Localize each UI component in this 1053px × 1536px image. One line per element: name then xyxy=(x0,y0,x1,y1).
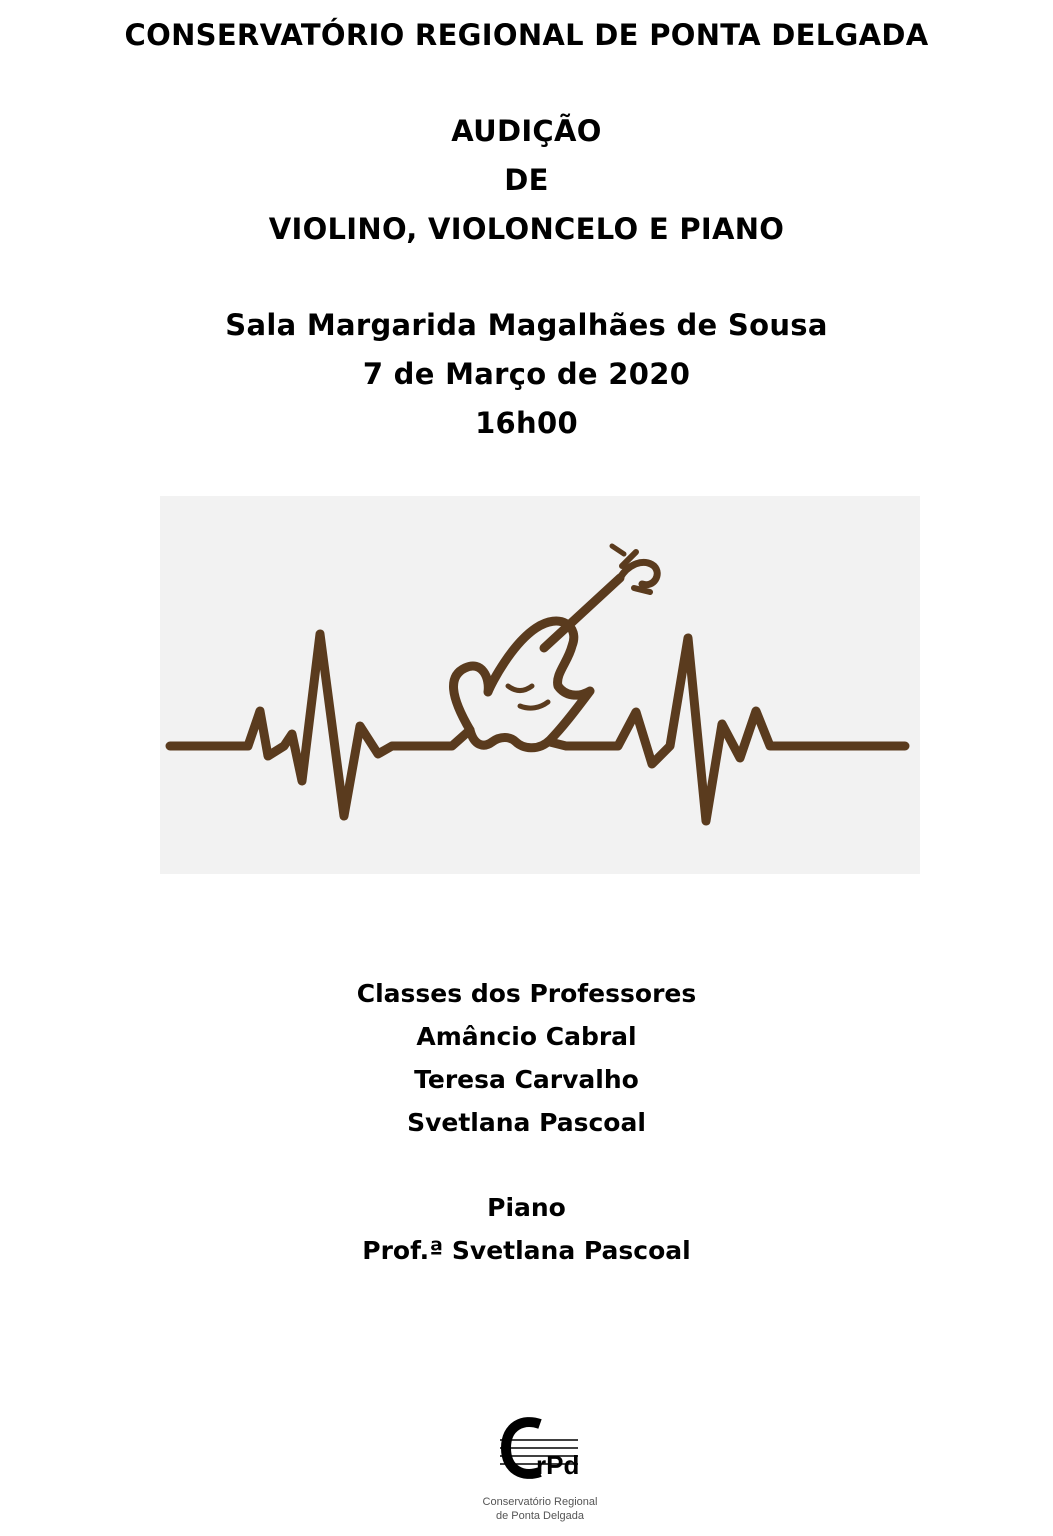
logo-caption-line-2: de Ponta Delgada xyxy=(495,1510,585,1522)
logo-caption-line-1: Conservatório Regional xyxy=(482,1496,598,1508)
event-title-line-3: VIOLINO, VIOLONCELO E PIANO xyxy=(268,212,785,246)
violin-heartbeat-icon xyxy=(160,496,920,874)
teacher-name: Amâncio Cabral xyxy=(416,1022,637,1051)
event-title-line-2: DE xyxy=(504,163,549,197)
classes-label: Classes dos Professores xyxy=(356,979,697,1008)
event-time: 16h00 xyxy=(475,406,578,440)
pianist-name: Prof.ª Svetlana Pascoal xyxy=(362,1236,691,1265)
event-title-line-1: AUDIÇÃO xyxy=(451,114,602,148)
piano-label: Piano xyxy=(487,1193,566,1222)
violin-heartbeat-illustration xyxy=(160,496,920,874)
svg-text:rPd: rPd xyxy=(536,1450,580,1480)
event-date: 7 de Março de 2020 xyxy=(362,357,691,391)
teacher-name: Teresa Carvalho xyxy=(414,1065,639,1094)
teacher-name: Svetlana Pascoal xyxy=(407,1108,646,1137)
institution-title: CONSERVATÓRIO REGIONAL DE PONTA DELGADA xyxy=(124,18,929,52)
venue: Sala Margarida Magalhães de Sousa xyxy=(225,308,828,342)
